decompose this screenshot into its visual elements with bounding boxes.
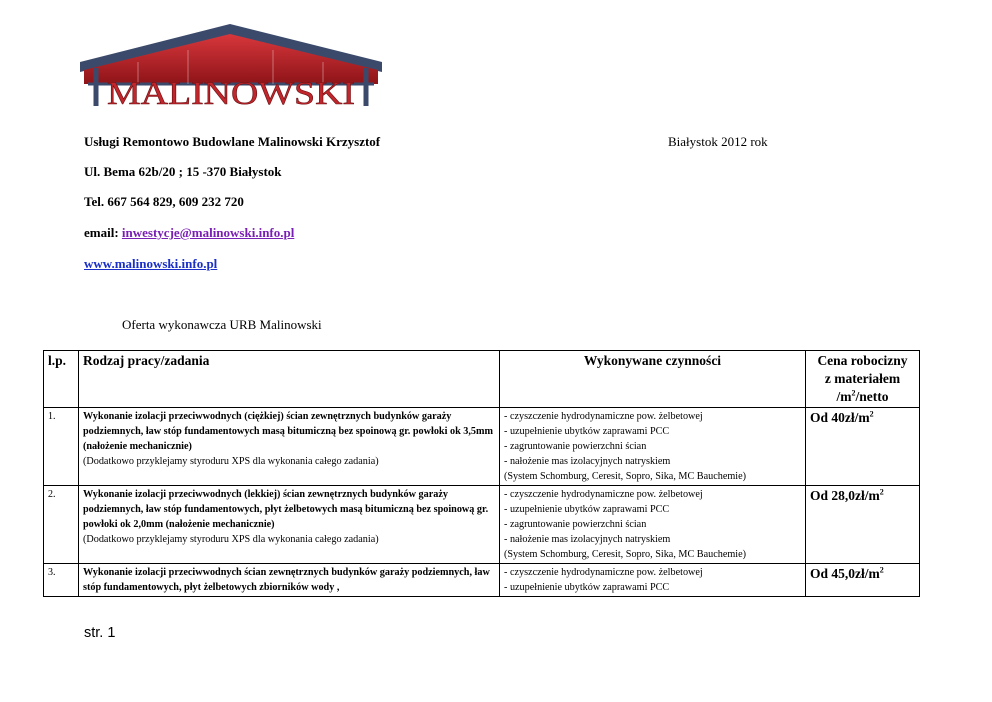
- row-lp: 1.: [44, 408, 79, 486]
- row-task: [79, 408, 500, 486]
- city-year: Białystok 2012 rok: [668, 134, 768, 149]
- website-link[interactable]: www.malinowski.info.pl: [84, 256, 218, 271]
- row-price: Od $45,0zł/m^2$: [806, 564, 920, 597]
- operation-item: (System Schomburg, Ceresit, Sopro, Sika, MC Bauchemie): [504, 549, 747, 560]
- company-name: Usługi Remontowo Budowlane Malinowski Krzysztof: [84, 134, 381, 149]
- company-address: Ul. Bema 62b/20 ; 15 -370 Białystok: [84, 164, 282, 179]
- header-rodzaj: Rodzaj pracy/zadania: [79, 351, 500, 408]
- table-header-row: [44, 351, 920, 408]
- company-phone: Tel. 667 564 829, 609 232 720: [84, 194, 244, 209]
- operation-item: - czyszczenie hydrodynamiczne pow. żelbetowej: [504, 489, 703, 500]
- operation-item: - czyszczenie hydrodynamiczne pow. żelbetowej: [504, 411, 703, 422]
- row-price: Od $40zł/m^2$: [806, 408, 920, 486]
- header-czynnosci: Wykonywane czynności: [500, 351, 806, 408]
- task-description: Wykonanie izolacji przeciwwodnych ścian zewnętrznych budynków garaży podziemnych, ław stóp fundamentowych, płyt żelbetowych zbiorników wody ,: [83, 567, 490, 593]
- header-lp: l.p.: [44, 351, 79, 408]
- header-cena-line3: $/m^2$/netto: [836, 388, 889, 404]
- operation-item: - nałożenie mas izolacyjnych natryskiem: [504, 534, 671, 545]
- operation-item: - czyszczenie hydrodynamiczne pow. żelbetowej: [504, 567, 703, 578]
- company-www: [84, 256, 217, 272]
- company-logo: [78, 22, 384, 108]
- operation-item: - zagruntowanie powierzchni ścian: [504, 519, 647, 530]
- table-row: [44, 408, 920, 486]
- table-row: [44, 486, 920, 564]
- email-link[interactable]: inwestycje@malinowski.info.pl: [121, 225, 295, 240]
- task-description: Wykonanie izolacji przeciwwodnych (lekkiej) ścian zewnętrznych budynków garaży podziemnych, ław stóp fundamentowych, płyt żelbetowych masą bitumiczną bez spoinową gr. powłoki ok 2,0mm (nałożenie mechanicznie): [83, 489, 489, 530]
- row-operations: [500, 408, 806, 486]
- task-extra: (Dodatkowo przyklejamy styroduru XPS dla wykonania całego zadania): [83, 456, 379, 467]
- offer-table: [43, 350, 920, 597]
- operation-item: - zagruntowanie powierzchni ścian: [504, 441, 647, 452]
- row-task: [79, 564, 500, 597]
- task-description: Wykonanie izolacji przeciwwodnych (ciężkiej) ścian zewnętrznych budynków garaży podziemnych, ław stóp fundamentowych masą bitumiczną bez spoinową gr. powłoki ok 3,5mm (nałożenie mechanicznie): [83, 411, 493, 452]
- header-cena: [806, 351, 920, 408]
- row-operations: [500, 564, 806, 597]
- header-cena-line1: Cena robocizny: [817, 353, 908, 368]
- operation-item: - uzupełnienie ubytków zaprawami PCC: [504, 504, 670, 515]
- page-number: str. 1: [84, 625, 116, 641]
- row-operations: [500, 486, 806, 564]
- task-extra: (Dodatkowo przyklejamy styroduru XPS dla wykonania całego zadania): [83, 534, 379, 545]
- row-lp: 2.: [44, 486, 79, 564]
- row-price: Od $28,0zł/m^2$: [806, 486, 920, 564]
- logo-text: MALINOWSKI: [107, 76, 355, 108]
- row-lp: 3.: [44, 564, 79, 597]
- operation-item: - uzupełnienie ubytków zaprawami PCC: [504, 426, 670, 437]
- header-cena-line2: z materiałem: [824, 371, 901, 386]
- table-row: [44, 564, 920, 597]
- offer-title: Oferta wykonawcza URB Malinowski: [122, 317, 322, 332]
- company-email: [84, 225, 294, 241]
- operation-item: - uzupełnienie ubytków zaprawami PCC: [504, 582, 670, 593]
- row-task: [79, 486, 500, 564]
- operation-item: (System Schomburg, Ceresit, Sopro, Sika, MC Bauchemie): [504, 471, 747, 482]
- email-label: email:: [84, 225, 122, 240]
- operation-item: - nałożenie mas izolacyjnych natryskiem: [504, 456, 671, 467]
